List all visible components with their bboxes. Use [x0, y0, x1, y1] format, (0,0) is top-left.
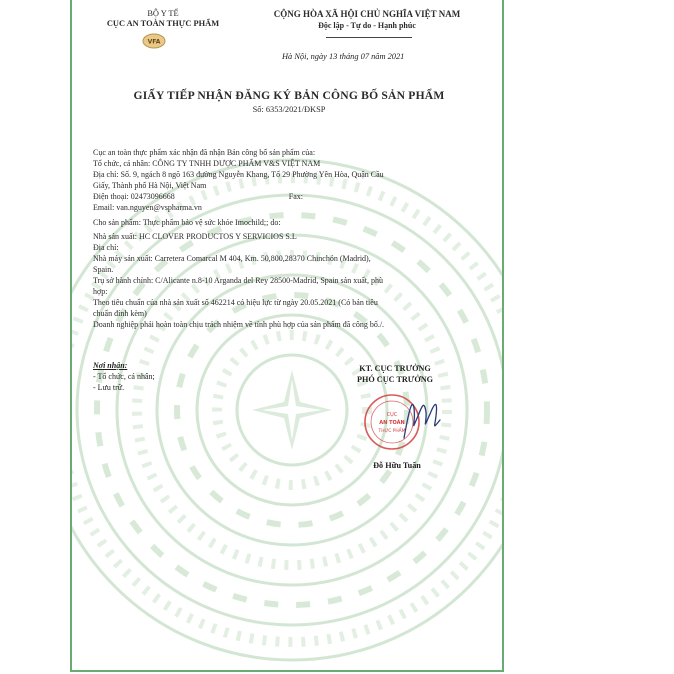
stamp-text-2: AN TOÀN [379, 420, 405, 426]
motto-underline [326, 37, 412, 38]
organization-name: CÔNG TY TNHH DƯỢC PHẨM V&S VIỆT NAM [152, 159, 321, 169]
stamp-text-1: CỤC [386, 412, 398, 418]
vfa-logo-icon [142, 33, 166, 49]
document-number: Số: 6353/2021/ĐKSP [252, 105, 326, 114]
ministry-name: BỘ Y TẾ [147, 9, 179, 18]
manufacturer-address-label: Địa chỉ: [93, 242, 119, 252]
ministry-header [98, 10, 228, 29]
agency-name: CỤC AN TOÀN THỰC PHẨM [106, 19, 220, 29]
phone-fax-line [93, 191, 493, 202]
recipients-heading: Nơi nhận: [93, 361, 128, 370]
factory-line-1: Nhà máy sản xuất: Carretera Comarcal M 404, Km. 50,800,28370 Chinchón (Madrid), [93, 253, 371, 263]
fax-text: Fax: [288, 192, 304, 202]
manufacturer-line: Nhà sản xuất: HC CLOVER PRODUCTOS Y SERVICIOS S.L [93, 231, 297, 241]
recipients-block [93, 360, 155, 393]
stamp-text-3: THỰC PHẨM [378, 429, 406, 434]
address-line-1: Địa chỉ: Số. 9, ngách 8 ngõ 163 đường Nguyễn Khang, Tổ 29 Phường Yên Hòa, Quận Cầu [93, 170, 384, 180]
republic-name: CỘNG HÒA XÃ HỘI CHỦ NGHĨA VIỆT NAM [273, 9, 461, 19]
email-line: Email: van.nguyen@vspharma.vn [93, 203, 202, 213]
address-line-2: Giấy, Thành phố Hà Nội, Việt Nam [93, 181, 207, 191]
national-motto: Độc lập - Tự do - Hạnh phúc [318, 21, 416, 30]
organization-label: Tổ chức, cá nhân: [93, 159, 151, 169]
dateline: Hà Nội, ngày 13 tháng 07 năm 2021 [282, 52, 405, 61]
intro-line: Cục an toàn thực phẩm xác nhận đã nhận Bản công bố sản phẩm của: [93, 148, 316, 157]
official-stamp-icon [360, 386, 452, 456]
signer-role-1: KT. CỤC TRƯỞNG [359, 364, 431, 373]
responsibility-line: Doanh nghiệp phải hoàn toàn chịu trách nhiệm về tính phù hợp của sản phẩm đã công bố./. [93, 320, 385, 330]
product-line: Cho sản phẩm: Thực phẩm bảo vệ sức khỏe Imochild;; do: [93, 217, 281, 227]
document-body [93, 147, 493, 331]
factory-line-2: Spain. [93, 264, 114, 274]
logo-text: VFA [147, 38, 161, 46]
phone-text: Điện thoại: 02473096668 [93, 192, 175, 202]
certificate-document [70, 0, 504, 672]
office-line-2: hợp: [93, 287, 108, 297]
recipient-item-2: - Lưu trữ. [93, 383, 125, 392]
signature-block [340, 363, 450, 385]
document-title: GIẤY TIẾP NHẬN ĐĂNG KÝ BẢN CÔNG BỐ SẢN PHẨM [133, 89, 445, 102]
organization-line [93, 158, 493, 169]
standard-line-2: chuẩn đính kèm) [93, 309, 147, 319]
office-line-1: Trụ sở hành chính: C/Alicante n.8-10 Arganda del Rey 28500-Madrid, Spain sản xuất, phù [93, 276, 383, 286]
handwritten-signature-icon [404, 404, 440, 438]
republic-header [242, 10, 492, 30]
signer-role-2: PHÓ CỤC TRƯỞNG [357, 375, 433, 384]
standard-line-1: Theo tiêu chuẩn của nhà sản xuất số 462214 có hiệu lực từ ngày 20.05.2021 (Có bản tiêu [93, 298, 378, 308]
signer-name: Đỗ Hữu Tuấn [373, 461, 421, 470]
recipient-item-1: - Tổ chức, cá nhân; [93, 372, 155, 381]
